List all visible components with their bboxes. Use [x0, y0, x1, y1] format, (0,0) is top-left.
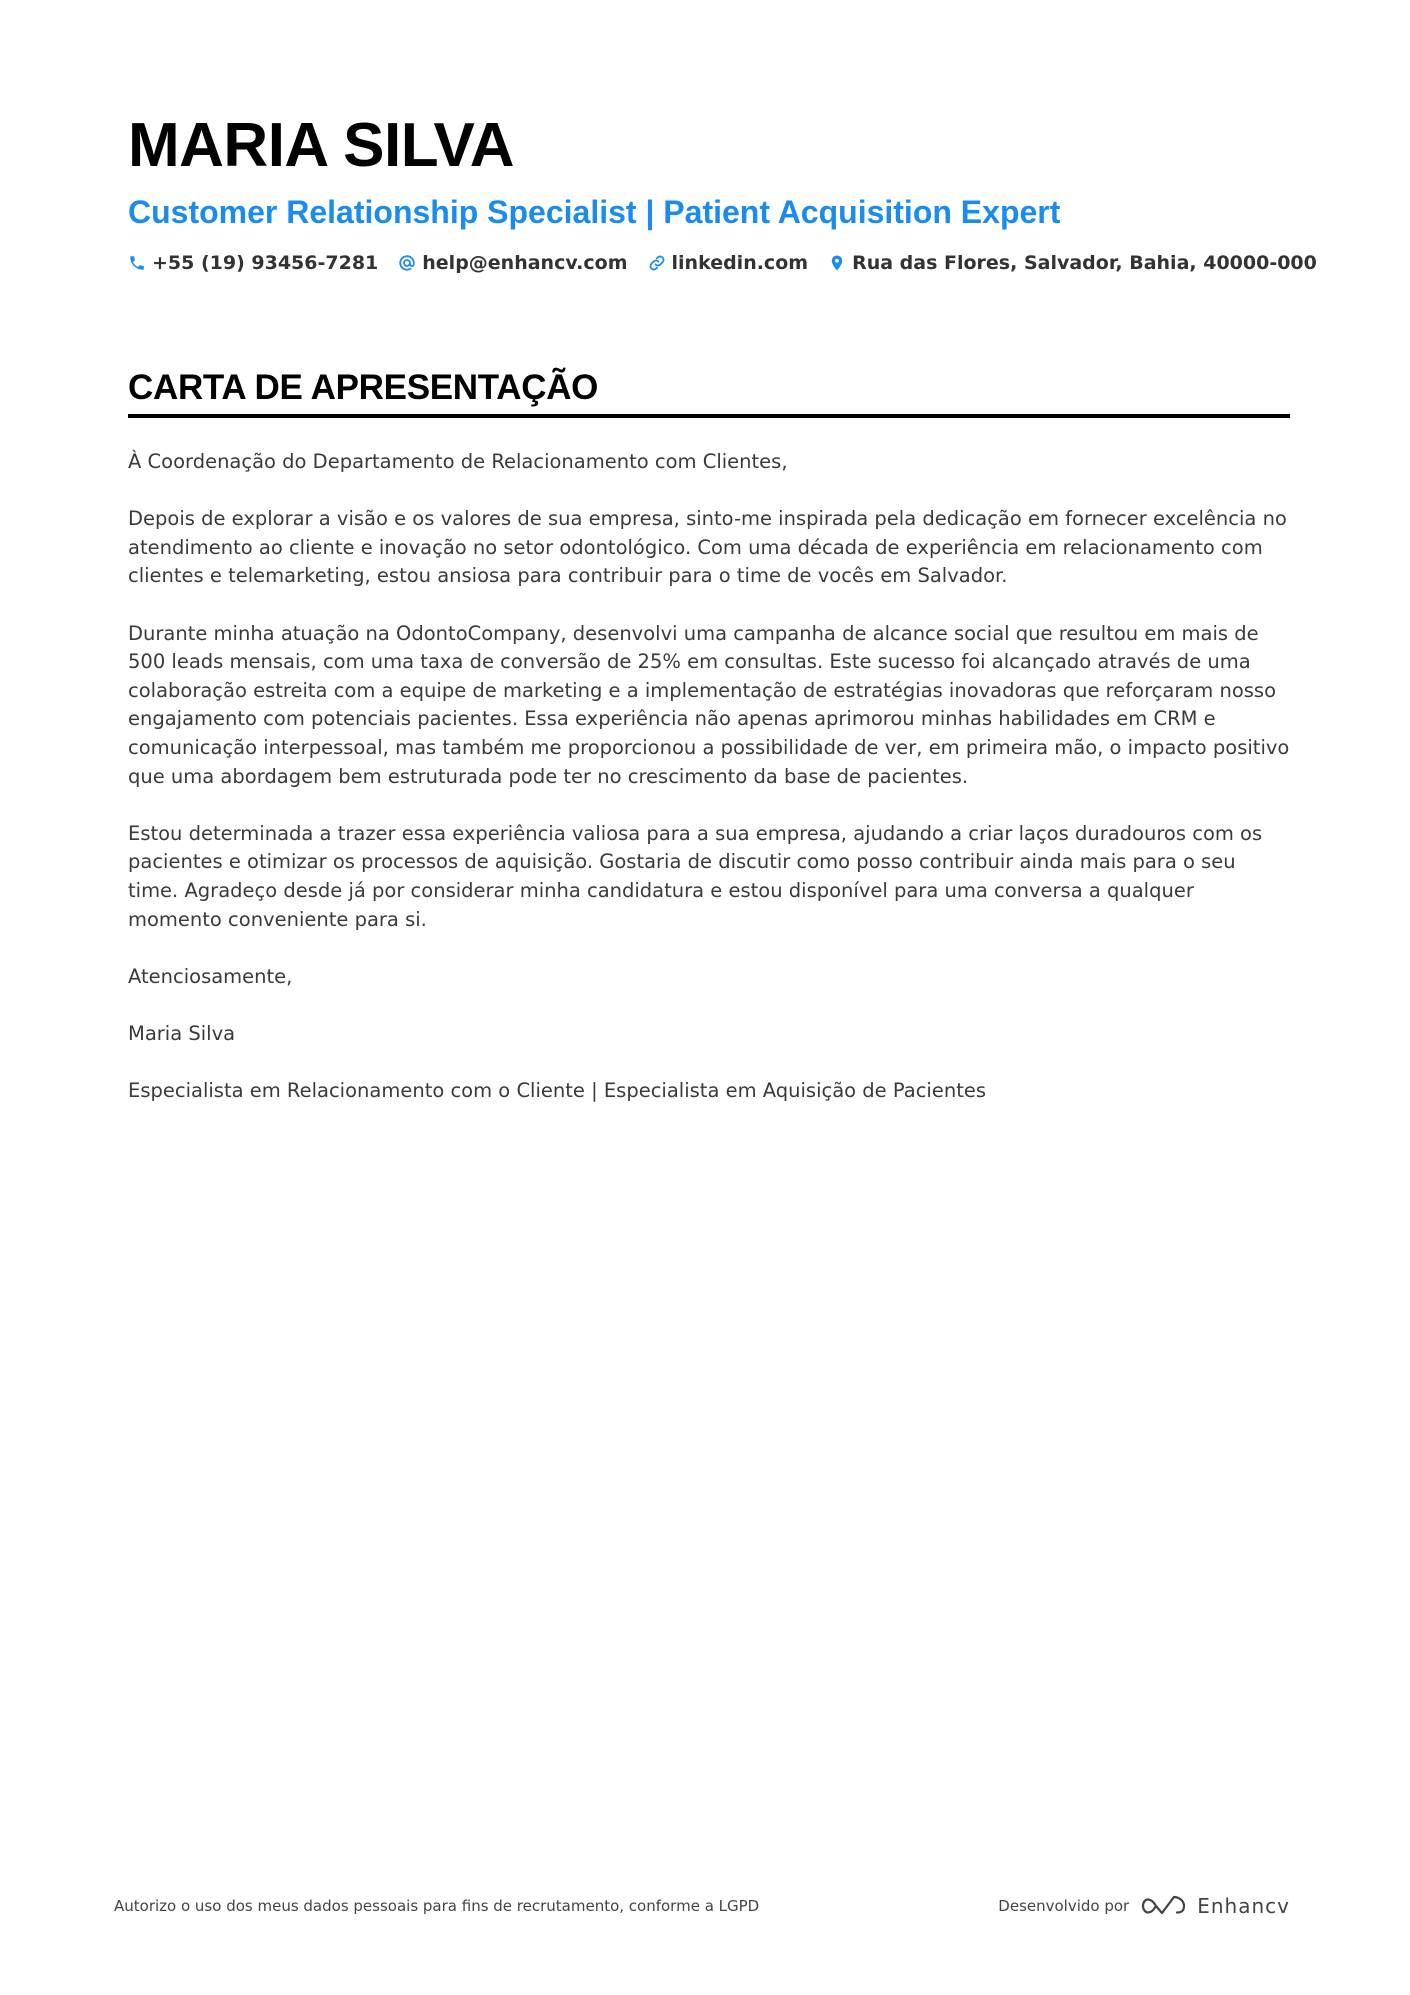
contact-email — [398, 252, 627, 274]
contact-linkedin — [648, 252, 809, 274]
paragraph-1: Depois de explorar a visão e os valores de sua empresa, sinto-me inspirada pela dedicação em fornecer excelência no atendimento ao cliente e inovação no setor odontológico. Com uma década de experiência em relacionamento com clientes e telemarketing, estou ansiosa para contribuir para o time de vocês em Salvador. — [128, 507, 1287, 588]
brand-name: Enhancv — [1197, 1894, 1290, 1918]
signature-title: Especialista em Relacionamento com o Cliente | Especialista em Aquisição de Pacientes — [128, 1079, 987, 1103]
paragraph-3: Estou determinada a trazer essa experiência valiosa para a sua empresa, ajudando a criar laços duradouros com os pacientes e otimizar os processos de aquisição. Gostaria de discutir como posso contribuir ainda mais para o seu time. Agradeço desde já por considerar minha candidatura e estou disponível para uma conversa a qualquer momento conveniente para si. — [128, 821, 1263, 931]
contact-address — [828, 252, 1317, 274]
greeting: À Coordenação do Departamento de Relacionamento com Clientes, — [128, 450, 788, 473]
location-pin-icon — [828, 254, 846, 272]
paragraph-2: Durante minha atuação na OdontoCompany, desenvolvi uma campanha de alcance social que resultou em mais de 500 leads mensais, com uma taxa de conversão de 25% em consultas. Este sucesso foi alcançado através de uma colaboração estreita com a equipe de marketing e a implementação de estratégias inovadoras que reforçaram nosso engajamento com potenciais pacientes. Essa experiência não apenas aprimorou minhas habilidades em CRM e comunicação interpessoal, mas também me proporcionou a possibilidade de ver, em primeira mão, o impacto positivo que uma abordagem bem estruturada pode ter no crescimento da base de pacientes. — [128, 621, 1290, 788]
linkedin-text: linkedin.com — [671, 252, 809, 274]
candidate-title: Customer Relationship Specialist | Patient Acquisition Expert — [128, 194, 1061, 230]
enhancv-logo[interactable] — [1141, 1893, 1290, 1919]
candidate-name: MARIA SILVA — [128, 111, 514, 180]
at-icon — [398, 254, 416, 272]
section-title: CARTA DE APRESENTAÇÃO — [128, 368, 599, 407]
email-text: help@enhancv.com — [422, 252, 628, 274]
closing: Atenciosamente, — [128, 964, 293, 988]
phone-icon — [128, 254, 146, 272]
header — [128, 108, 1317, 274]
powered-by[interactable] — [998, 1893, 1290, 1919]
lgpd-consent: Autorizo o uso dos meus dados pessoais para fins de recrutamento, conforme a LGPD — [114, 1897, 760, 1915]
letter-body — [128, 448, 1290, 1106]
footer — [114, 1893, 1290, 1919]
address-text: Rua das Flores, Salvador, Bahia, 40000-000 — [852, 252, 1317, 274]
cover-letter-section — [128, 366, 1290, 1134]
contact-bar — [128, 252, 1317, 274]
contact-phone — [128, 252, 378, 274]
powered-by-label: Desenvolvido por — [998, 1897, 1130, 1915]
section-divider — [128, 414, 1290, 418]
link-icon — [648, 254, 666, 272]
phone-text: +55 (19) 93456-7281 — [152, 252, 379, 274]
enhancv-logo-icon — [1141, 1893, 1187, 1919]
signature: Maria Silva — [128, 1021, 236, 1045]
